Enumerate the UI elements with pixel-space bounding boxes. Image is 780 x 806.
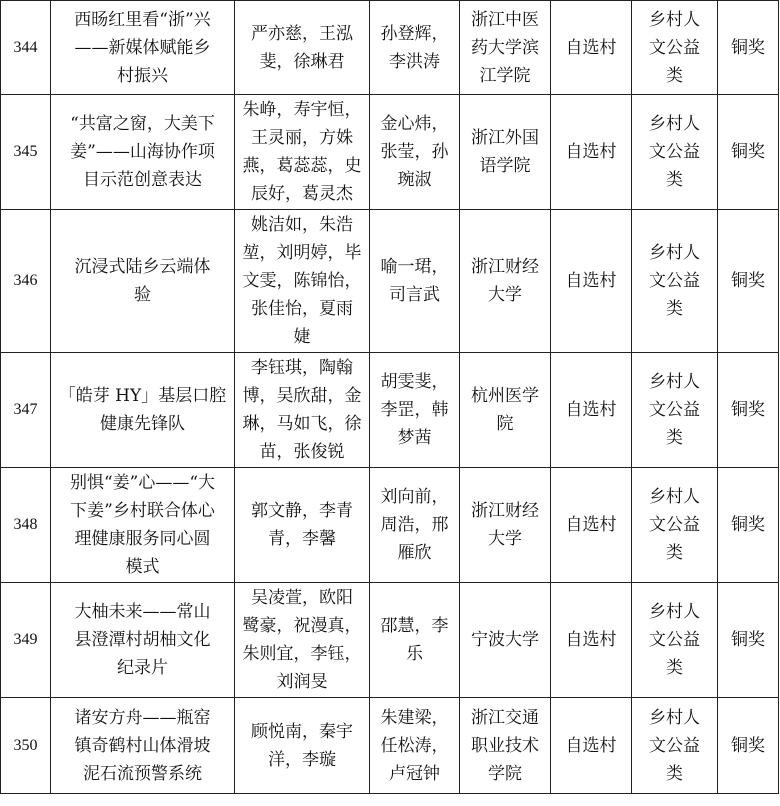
team-members-line: 青，李馨 [268, 529, 336, 549]
team-members-line: 郭文静，李青 [251, 501, 353, 521]
project-name-line: 县澄潭村胡柚文化 [74, 630, 211, 650]
award-category-line: 乡村人 [649, 114, 700, 134]
school-name [460, 210, 551, 353]
team-members-line: 文雯，陈锦怡， [242, 271, 362, 291]
table-row [1, 353, 779, 468]
award-category-line: 乡村人 [649, 9, 700, 30]
project-name-line: 理健康服务同心圆 [74, 529, 211, 549]
school-name [460, 698, 551, 794]
award-category-line: 乡村人 [649, 707, 700, 728]
project-name [51, 468, 235, 583]
school-name-line: 杭州医学 [471, 386, 539, 406]
team-members-line: 朱则宜，李钰， [242, 644, 362, 664]
advisors-line: 雁欣 [397, 543, 432, 563]
school-name-line: 药大学滨 [471, 37, 539, 58]
team-members-line: 张佳怡，夏雨 [251, 299, 353, 319]
project-name-line: 大柚未来——常山 [74, 602, 211, 622]
award-category [632, 468, 718, 583]
project-name-line: 目示范创意表达 [83, 170, 202, 190]
team-members-line: 婕 [293, 327, 311, 347]
team-members [235, 583, 370, 698]
row-number: 350 [1, 698, 51, 794]
school-name [460, 353, 551, 468]
award-level: 铜奖 [718, 698, 779, 794]
advisors [370, 95, 460, 210]
advisors-line: 金心炜， [380, 114, 449, 134]
award-category-line: 文公益 [649, 37, 700, 58]
advisors-line: 卢冠钟 [389, 763, 440, 784]
project-name [51, 583, 235, 698]
advisors-line: 乐 [406, 644, 423, 664]
school-name-line: 浙江交通 [471, 707, 539, 728]
team-members-line: 李钰琪，陶翰 [251, 358, 353, 378]
team-members-line: 博，吴欣甜，金 [242, 386, 362, 406]
team-members-line: 斐，徐琳君 [259, 51, 345, 72]
award-category-line: 类 [666, 428, 683, 448]
team-members-line: 堃，刘明婷，毕 [242, 243, 362, 263]
school-name-line: 宁波大学 [471, 630, 539, 650]
award-category [632, 583, 718, 698]
team-members-line: 辰好，葛灵杰 [251, 184, 353, 204]
advisors [370, 1, 460, 95]
team-members-line: 琳，马如飞，徐 [242, 414, 362, 434]
project-name-line: 纪录片 [117, 658, 168, 678]
advisors-line: 朱建梁， [380, 707, 449, 728]
team-members [235, 210, 370, 353]
advisors-line: 刘向前， [380, 487, 449, 507]
project-name-line: 西旸红里看“浙”兴 [74, 9, 211, 30]
advisors-line: 张莹，孙 [380, 142, 449, 162]
selection-type: 自选村 [551, 353, 632, 468]
project-name-line: 村振兴 [117, 65, 168, 86]
row-number: 348 [1, 468, 51, 583]
team-members [235, 95, 370, 210]
award-category-line: 文公益 [649, 142, 700, 162]
award-category-line: 文公益 [649, 271, 700, 291]
table-row [1, 210, 779, 353]
team-members [235, 468, 370, 583]
team-members-line: 严亦慈，王泓 [251, 23, 353, 44]
advisors-line: 司言武 [389, 285, 440, 305]
team-members-line: 刘润旻 [276, 672, 328, 692]
table-body [1, 1, 779, 794]
team-members-line: 顾悦南，秦宇 [251, 721, 353, 742]
advisors-line: 周浩，邢 [380, 515, 449, 535]
school-name-line: 大学 [488, 529, 522, 549]
project-name-line: 泥石流预警系统 [83, 763, 202, 784]
table-row [1, 468, 779, 583]
advisors-line: 孙登辉， [380, 23, 449, 44]
award-category-line: 类 [666, 170, 683, 190]
project-name-line: 镇奇鹤村山体滑坡 [74, 735, 211, 756]
team-members-line: 燕，葛蕊蕊，史 [242, 156, 362, 176]
award-level: 铜奖 [718, 468, 779, 583]
award-category-line: 文公益 [649, 735, 700, 756]
project-name [51, 95, 235, 210]
team-members [235, 1, 370, 95]
award-level: 铜奖 [718, 95, 779, 210]
award-category-line: 文公益 [649, 515, 700, 535]
advisors [370, 583, 460, 698]
award-category-line: 文公益 [649, 400, 700, 420]
team-members [235, 353, 370, 468]
school-name-line: 浙江外国 [471, 128, 539, 148]
project-name [51, 210, 235, 353]
school-name [460, 583, 551, 698]
selection-type: 自选村 [551, 95, 632, 210]
project-name-line: 姜”——山海协作项 [70, 142, 215, 162]
award-category [632, 210, 718, 353]
project-name-line: 别惧“姜”心——“大 [69, 473, 216, 493]
advisors-line: 喻一珺， [380, 257, 449, 277]
team-members-line: 朱峥，寿宇恒， [242, 100, 362, 120]
table-row [1, 583, 779, 698]
school-name-line: 浙江财经 [471, 257, 539, 277]
row-number: 344 [1, 1, 51, 95]
table-row [1, 1, 779, 95]
award-category-line: 乡村人 [649, 487, 700, 507]
project-name-line: 「皓芽 HY」基层口腔 [58, 386, 227, 406]
project-name-line: 沉浸式陆乡云端体 [74, 257, 211, 277]
award-category-line: 类 [666, 543, 683, 563]
team-members [235, 698, 370, 794]
school-name [460, 1, 551, 95]
award-category-line: 类 [666, 658, 683, 678]
award-category [632, 698, 718, 794]
award-level: 铜奖 [718, 1, 779, 95]
school-name-line: 学院 [488, 763, 522, 784]
advisors [370, 210, 460, 353]
project-name [51, 353, 235, 468]
award-level: 铜奖 [718, 353, 779, 468]
project-name [51, 698, 235, 794]
award-category-line: 文公益 [649, 630, 700, 650]
selection-type: 自选村 [551, 1, 632, 95]
advisors-line: 任松涛， [380, 735, 449, 756]
award-category [632, 353, 718, 468]
advisors [370, 698, 460, 794]
team-members-line: 苗，张俊锐 [259, 442, 345, 462]
school-name-line: 浙江财经 [471, 501, 539, 521]
project-name-line: ——新媒体赋能乡 [74, 37, 211, 58]
project-name-line: 健康先锋队 [100, 414, 185, 434]
school-name-line: 职业技术 [471, 735, 539, 756]
team-members-line: 姚洁如，朱浩 [251, 215, 353, 235]
team-members-line: 吴凌萱，欧阳 [251, 588, 353, 608]
advisors-line: 李罡，韩 [380, 400, 449, 420]
advisors-line: 胡雯斐， [380, 372, 449, 392]
selection-type: 自选村 [551, 698, 632, 794]
school-name-line: 浙江中医 [471, 9, 539, 30]
project-name [51, 1, 235, 95]
school-name-line: 江学院 [479, 65, 531, 86]
award-category-line: 类 [666, 763, 683, 784]
team-members-line: 王灵丽，方姝 [251, 128, 353, 148]
row-number: 347 [1, 353, 51, 468]
project-name-line: 诸安方舟——瓶窑 [74, 707, 211, 728]
project-name-line: 验 [134, 285, 151, 305]
award-category-line: 乡村人 [649, 243, 700, 263]
table-row [1, 95, 779, 210]
project-name-line: 模式 [125, 557, 160, 577]
row-number: 349 [1, 583, 51, 698]
school-name-line: 大学 [488, 285, 522, 305]
school-name-line: 语学院 [479, 156, 531, 176]
award-category-line: 类 [666, 299, 683, 319]
award-category-line: 乡村人 [649, 602, 700, 622]
selection-type: 自选村 [551, 583, 632, 698]
team-members-line: 鹭豪，祝漫真， [242, 616, 362, 636]
advisors-line: 琬淑 [397, 170, 432, 190]
school-name [460, 95, 551, 210]
school-name [460, 468, 551, 583]
table-row [1, 698, 779, 794]
award-category [632, 1, 718, 95]
advisors-line: 邵慧，李 [380, 616, 449, 636]
row-number: 346 [1, 210, 51, 353]
team-members-line: 洋，李璇 [268, 749, 336, 770]
selection-type: 自选村 [551, 468, 632, 583]
selection-type: 自选村 [551, 210, 632, 353]
project-name-line: “共富之窗，大美下 [70, 114, 215, 134]
advisors [370, 353, 460, 468]
project-name-line: 下姜”乡村联合体心 [70, 501, 215, 521]
award-level: 铜奖 [718, 583, 779, 698]
award-category-line: 类 [666, 65, 683, 86]
advisors-line: 李洪涛 [389, 51, 440, 72]
school-name-line: 院 [496, 414, 514, 434]
award-category [632, 95, 718, 210]
row-number: 345 [1, 95, 51, 210]
award-level: 铜奖 [718, 210, 779, 353]
advisors-line: 梦茜 [397, 428, 432, 448]
award-category-line: 乡村人 [649, 372, 700, 392]
advisors [370, 468, 460, 583]
